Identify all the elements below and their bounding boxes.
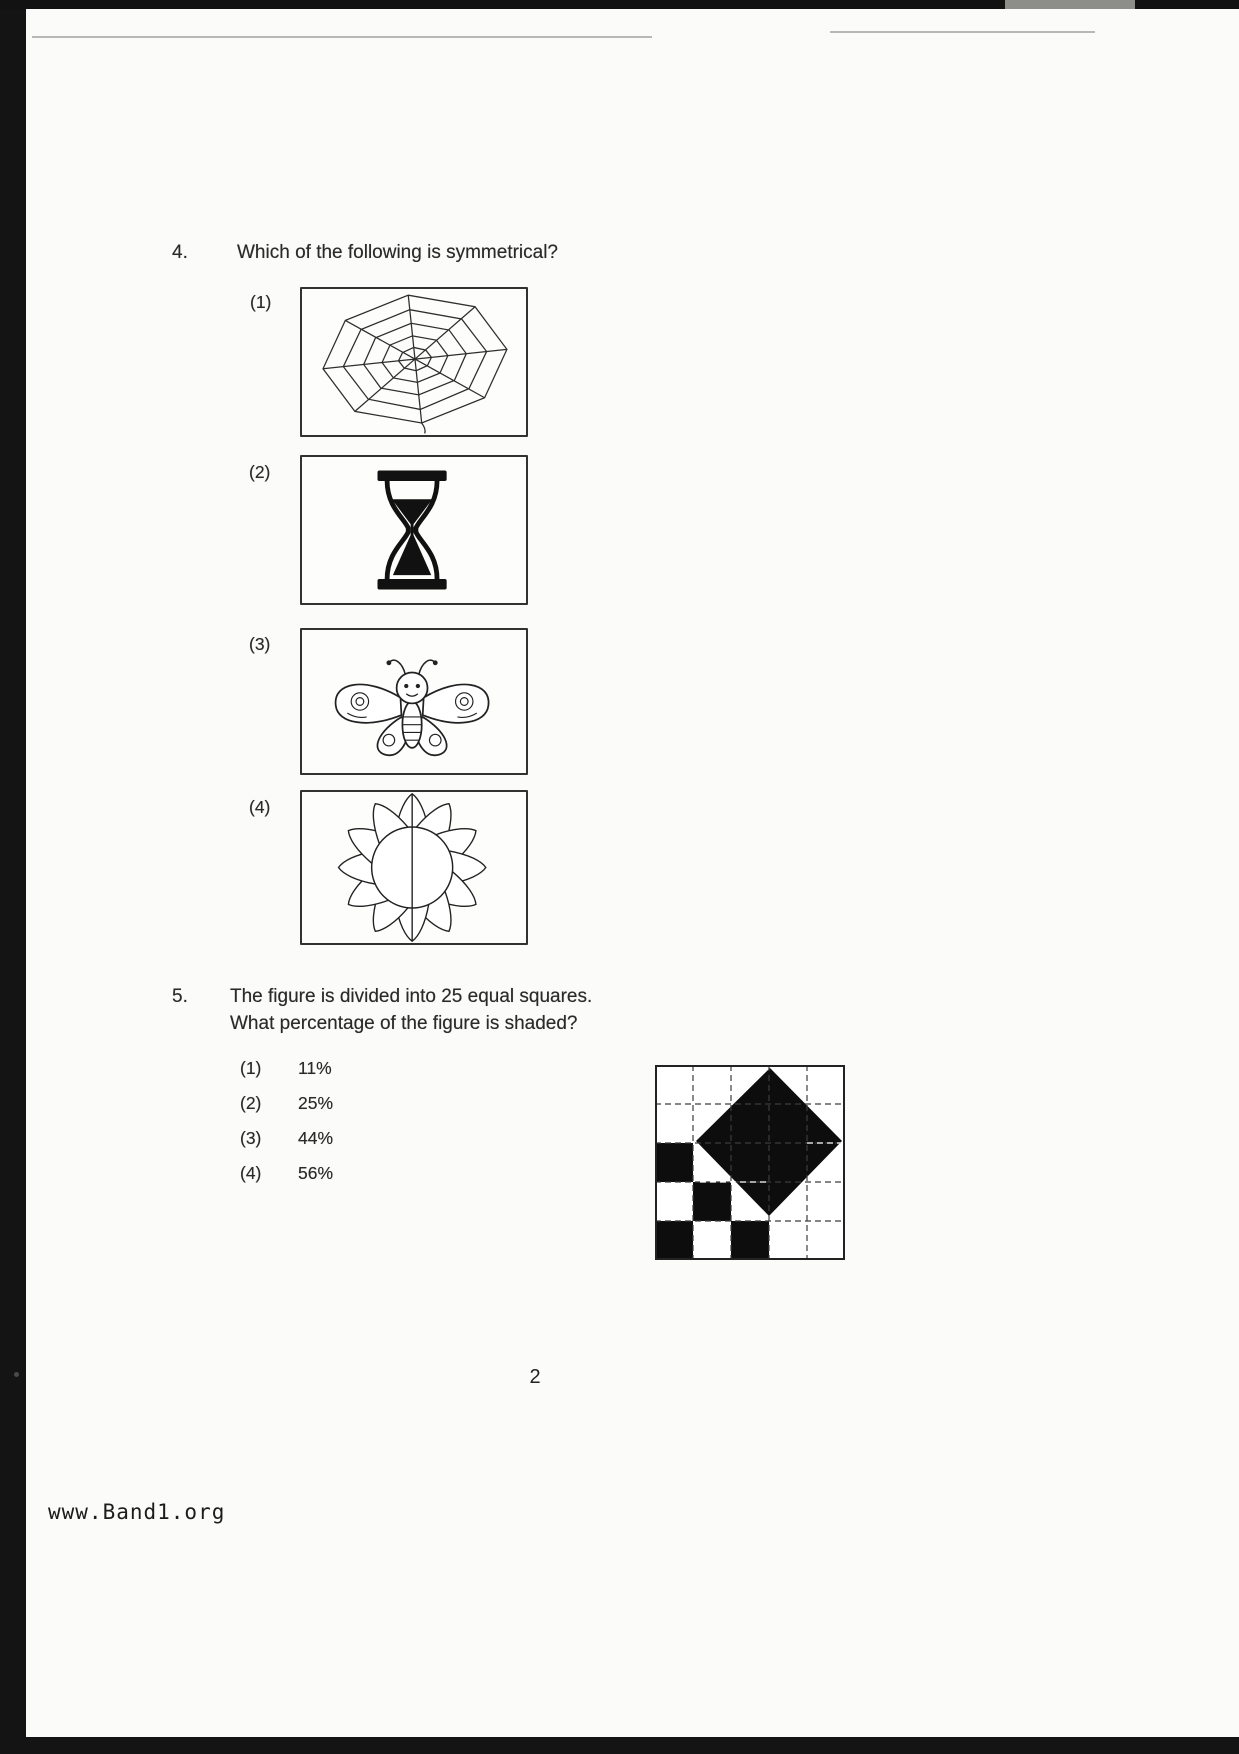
q4-option-2-image-box xyxy=(300,455,528,605)
scan-artifact-left-bar xyxy=(0,0,26,1754)
q5-option-1-label: (1) xyxy=(240,1058,262,1078)
scan-artifact-speck xyxy=(14,1372,19,1377)
question-4-text: Which of the following is symmetrical? xyxy=(237,242,558,263)
hourglass-icon xyxy=(302,457,526,603)
footer-url: www.Band1.org xyxy=(48,1500,226,1524)
page-number: 2 xyxy=(529,1366,541,1388)
q5-option-3-label: (3) xyxy=(240,1128,262,1148)
butterfly-icon xyxy=(302,630,526,773)
question-4-number: 4. xyxy=(172,242,188,263)
scan-artifact-bottom-bar xyxy=(0,1737,1239,1754)
q5-option-1 xyxy=(240,1058,332,1079)
spider-web-icon xyxy=(302,289,526,435)
q4-option-4-image-box xyxy=(300,790,528,945)
q5-option-3-value: 44% xyxy=(298,1128,334,1148)
q5-option-4 xyxy=(240,1163,333,1184)
q4-option-1-image-box xyxy=(300,287,528,437)
scan-artifact-top-line-right xyxy=(830,31,1095,33)
q5-option-2-label: (2) xyxy=(240,1093,262,1113)
q5-option-2-value: 25% xyxy=(298,1093,334,1113)
scan-artifact-top-bar-gray xyxy=(1005,0,1135,9)
q5-option-1-value: 11% xyxy=(298,1058,332,1078)
q4-option-2-label: (2) xyxy=(249,462,271,482)
q5-option-3 xyxy=(240,1128,333,1149)
q5-figure-shaded-grid xyxy=(655,1065,845,1260)
scan-artifact-top-line-left xyxy=(32,36,652,38)
question-5-text-line1: The figure is divided into 25 equal squares. xyxy=(230,986,593,1007)
shaded-grid-figure-icon xyxy=(655,1065,845,1260)
q4-option-1-label: (1) xyxy=(250,292,272,312)
q4-option-3-label: (3) xyxy=(249,634,271,654)
question-5-number: 5. xyxy=(172,986,188,1007)
q4-option-4-label: (4) xyxy=(249,797,271,817)
q5-option-4-value: 56% xyxy=(298,1163,334,1183)
q4-option-3-image-box xyxy=(300,628,528,775)
flower-symmetry-icon xyxy=(302,792,526,943)
q5-option-2 xyxy=(240,1093,333,1114)
question-5-text-line2: What percentage of the figure is shaded? xyxy=(230,1013,578,1034)
q5-option-4-label: (4) xyxy=(240,1163,262,1183)
